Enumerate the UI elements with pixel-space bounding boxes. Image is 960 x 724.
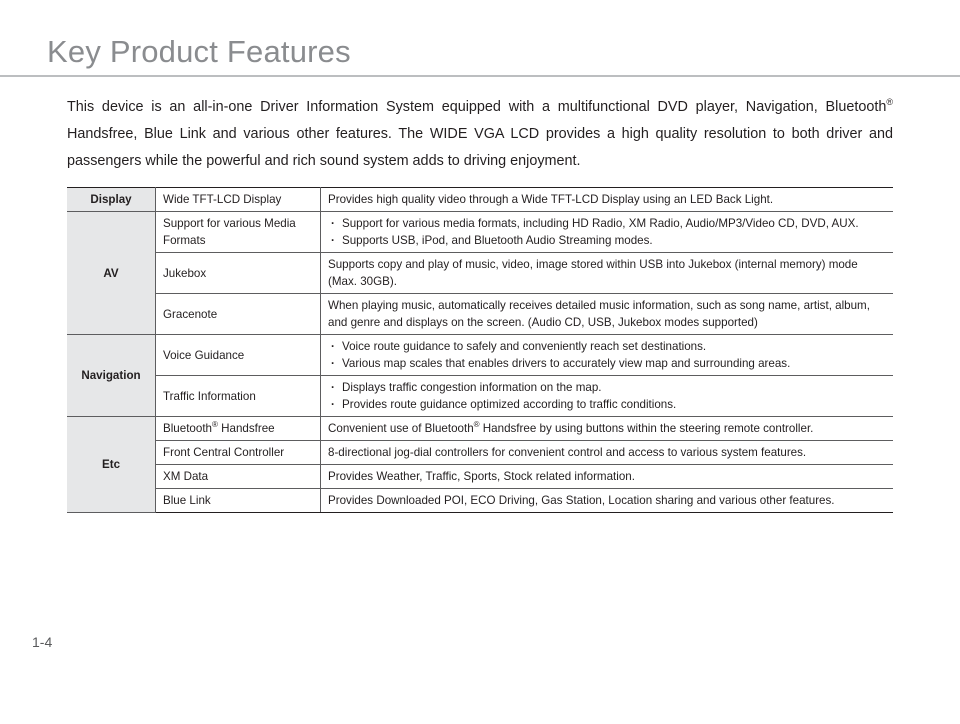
table-row <box>67 294 893 335</box>
feature-handsfree-text: Handsfree <box>217 422 275 435</box>
registered-mark: ® <box>886 97 893 108</box>
desc-front-central-controller: 8-directional jog-dial controllers for convenient control and access to various system features. <box>321 441 894 465</box>
desc-traffic-information <box>321 376 894 417</box>
intro-paragraph <box>67 94 893 175</box>
desc-jukebox: Supports copy and play of music, video, image stored within USB into Jukebox (internal memory) mode (Max. 30GB). <box>321 253 894 294</box>
category-av: AV <box>67 212 156 335</box>
feature-wide-tft-lcd: Wide TFT-LCD Display <box>156 188 321 212</box>
desc-gracenote: When playing music, automatically receives detailed music information, such as song name, artist, album, and genre and displays on the screen. (Audio CD, USB, Jukebox modes supported) <box>321 294 894 335</box>
intro-text-end: Handsfree, Blue Link and various other features. The WIDE VGA LCD provides a high quality resolution to both driver and passengers while the powerful and rich sound system adds to driving enjoyment. <box>67 126 893 169</box>
registered-mark: ® <box>212 420 218 430</box>
table-row <box>67 489 893 513</box>
table-row <box>67 441 893 465</box>
feature-gracenote: Gracenote <box>156 294 321 335</box>
table-row <box>67 376 893 417</box>
table-row <box>67 335 893 376</box>
feature-bluetooth-handsfree <box>156 417 321 441</box>
bullet-item: · Voice route guidance to safely and conveniently reach set destinations. <box>328 338 886 355</box>
feature-front-central-controller: Front Central Controller <box>156 441 321 465</box>
desc-bluetooth-handsfree <box>321 417 894 441</box>
title-divider <box>0 75 960 77</box>
intro-text-start: This device is an all-in-one Driver Information System equipped with a multifunctional DVD player, Navigation, Bluetooth <box>67 99 887 115</box>
category-navigation: Navigation <box>67 335 156 417</box>
bullet-item: · Displays traffic congestion information on the map. <box>328 379 886 396</box>
feature-blue-link: Blue Link <box>156 489 321 513</box>
feature-traffic-information: Traffic Information <box>156 376 321 417</box>
feature-bluetooth-text: Bluetooth <box>163 422 212 435</box>
desc-wide-tft-lcd: Provides high quality video through a Wide TFT-LCD Display using an LED Back Light. <box>321 188 894 212</box>
desc-media-formats <box>321 212 894 253</box>
feature-jukebox: Jukebox <box>156 253 321 294</box>
page-title: Key Product Features <box>47 34 351 69</box>
feature-voice-guidance: Voice Guidance <box>156 335 321 376</box>
desc-voice-guidance <box>321 335 894 376</box>
table-row <box>67 188 893 212</box>
features-table <box>67 187 893 513</box>
bullet-item: · Provides route guidance optimized according to traffic conditions. <box>328 396 886 413</box>
desc-bluetooth-text-start: Convenient use of Bluetooth <box>328 422 474 435</box>
bullet-item: · Supports USB, iPod, and Bluetooth Audio Streaming modes. <box>328 232 886 249</box>
table-row <box>67 212 893 253</box>
table-row <box>67 465 893 489</box>
feature-media-formats: Support for various Media Formats <box>156 212 321 253</box>
bullet-item: · Various map scales that enables drivers to accurately view map and surrounding areas. <box>328 355 886 372</box>
desc-blue-link: Provides Downloaded POI, ECO Driving, Gas Station, Location sharing and various other features. <box>321 489 894 513</box>
category-display: Display <box>67 188 156 212</box>
table-row <box>67 417 893 441</box>
feature-xm-data: XM Data <box>156 465 321 489</box>
desc-xm-data: Provides Weather, Traffic, Sports, Stock related information. <box>321 465 894 489</box>
table-row <box>67 253 893 294</box>
registered-mark: ® <box>473 420 480 430</box>
bullet-item: · Support for various media formats, including HD Radio, XM Radio, Audio/MP3/Video CD, DVD, AUX. <box>328 215 886 232</box>
page-number: 1-4 <box>32 634 53 650</box>
desc-bluetooth-text-end: Handsfree by using buttons within the steering remote controller. <box>479 422 814 435</box>
category-etc: Etc <box>67 417 156 513</box>
